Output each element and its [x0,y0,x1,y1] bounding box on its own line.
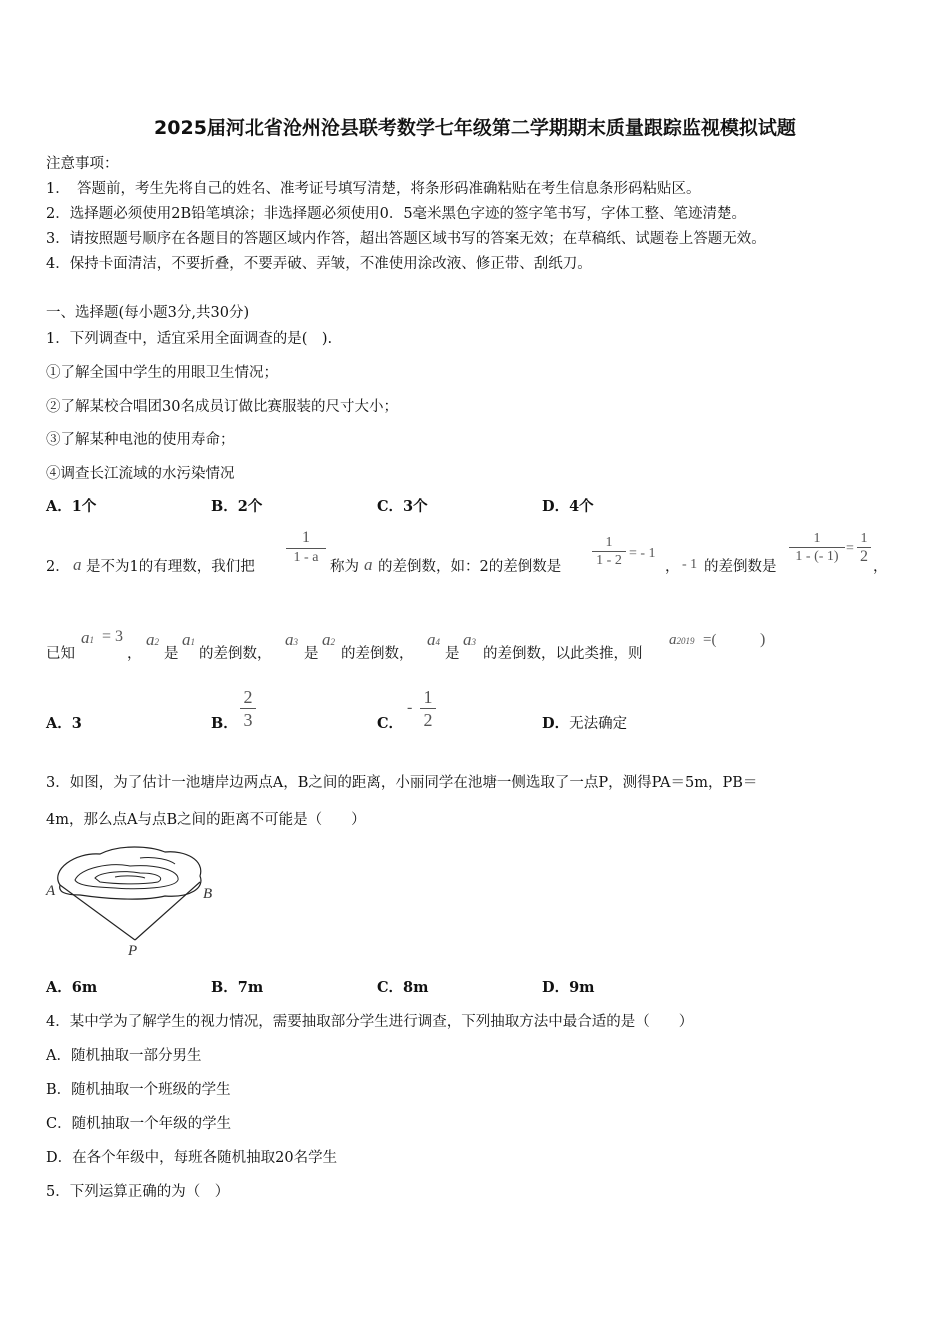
q1-option-d[interactable]: D．4个 [542,498,594,515]
q2-fraction-1-over-1-minus-neg1: 1 1 - (- 1) [789,530,845,566]
q2-fraction-1-over-1-minus-2: 1 1 - 2 [592,534,626,570]
page-title: 2025届河北省沧州沧县联考数学七年级第二学期期末质量跟踪监视模拟试题 [154,117,796,139]
q2-option-c-fraction: 1 2 [420,686,436,731]
section-heading: 一、选择题(每小题3分,共30分) [46,305,250,321]
q3-option-d[interactable]: D．9m [542,979,595,996]
q4-option-a[interactable]: A．随机抽取一部分男生 [46,1048,202,1064]
q2-text: 是不为1的有理数，我们把 [86,559,255,575]
q2-option-b[interactable]: B． [211,715,238,732]
q3-stem-line1: 3．如图，为了估计一池塘岸边两点A，B之间的距离，小丽同学在池塘一侧选取了一点P，测得PA＝5m，PB＝ [46,775,758,791]
q2-text: 的差倒数，如：2的差倒数是 [378,559,562,575]
q2-text: ， [127,646,142,662]
q3-option-b[interactable]: B．7m [211,979,264,996]
pond-outline [58,847,201,899]
q2-text: ， [873,559,888,575]
q4-option-d[interactable]: D．在各个年级中，每班各随机抽取20名学生 [46,1150,338,1166]
q2-number: 2． [46,559,70,575]
q4-option-c[interactable]: C．随机抽取一个年级的学生 [46,1116,232,1132]
q5-stem: 5．下列运算正确的为（ ） [46,1184,230,1200]
q3-option-a[interactable]: A．6m [46,979,98,996]
q2-option-c[interactable]: C． [377,715,404,732]
notice-item: 4．保持卡面清洁，不要折叠，不要弄破、弄皱，不准使用涂改液、修正带、刮纸刀。 [46,256,592,272]
q2-a2: a2 [146,630,159,649]
q2-minus-one: - 1 [682,557,698,572]
q2-text: 是 [164,646,179,662]
pond-ripple [115,876,145,878]
q1-stem: 1．下列调查中，适宜采用全面调查的是( ). [46,331,333,347]
q1-item: ④调查长江流域的水污染情况 [46,466,235,482]
pond-ripple [75,865,178,889]
q1-item: ③了解某种电池的使用寿命； [46,432,235,448]
q2-equals-minus-one: = - 1 [629,546,656,561]
q1-option-b[interactable]: B．2个 [211,498,263,515]
q2-close-paren: ) [760,631,766,648]
q2-var-a: a [364,555,373,574]
q2-equals-paren: =( [703,632,717,648]
q2-option-d[interactable]: D．无法确定 [542,715,628,732]
notice-item: 2．选择题必须使用2B铅笔填涂；非选择题必须使用0．5毫米黑色字迹的签字笔书写，字体工整、笔迹清楚。 [46,206,747,222]
q1-item: ①了解全国中学生的用眼卫生情况； [46,365,278,381]
q4-option-b[interactable]: B．随机抽取一个班级的学生 [46,1082,231,1098]
pond-ripple [140,857,175,864]
q2-a2: a2 [322,630,335,649]
segment-pb [135,882,200,940]
q2-a1-equals-3: = 3 [102,628,124,645]
q2-a3: a3 [285,630,298,649]
q3-option-c[interactable]: C．8m [377,979,429,996]
point-a-label: A [46,883,56,899]
pond-ripple [95,872,161,884]
notice-item: 1． 答题前，考生先将自己的姓名、准考证号填写清楚，将条形码准确粘贴在考生信息条形码粘贴区。 [46,181,701,197]
q2-text: 已知 [46,646,75,662]
point-b-label: B [203,886,213,902]
q2-fraction-1-over-1-minus-a: 1 1 - a [286,528,326,567]
q1-option-a[interactable]: A．1个 [46,498,97,515]
q2-equals: = [846,541,854,556]
point-p-label: P [128,943,138,959]
q2-text: 的差倒数， [341,646,414,662]
q2-text: 是 [304,646,319,662]
q2-text: 的差倒数，以此类推，则 [483,646,643,662]
q1-option-c[interactable]: C．3个 [377,498,428,515]
notice-item: 3．请按照题号顺序在各题目的答题区域内作答，超出答题区域书写的答案无效；在草稿纸、试题卷上答题无效。 [46,231,766,247]
q1-item: ②了解某校合唱团30名成员订做比赛服装的尺寸大小； [46,399,398,415]
q2-option-b-fraction: 2 3 [240,686,256,731]
q2-text: ， [665,559,680,575]
q2-a3: a3 [463,630,476,649]
q2-text: 的差倒数， [199,646,272,662]
q2-option-c-minus: - [407,699,413,716]
q2-text: 的差倒数是 [704,559,777,575]
q2-text: 称为 [330,559,359,575]
segment-pa [60,885,135,940]
notice-heading: 注意事项： [46,156,119,172]
q2-a4: a4 [427,630,440,649]
q2-var-a: a [73,555,82,574]
q2-a1: a1 [182,630,195,649]
q2-a2019: a2019 [669,632,695,648]
q4-stem: 4．某中学为了解学生的视力情况，需要抽取部分学生进行调查，下列抽取方法中最合适的是（ ） [46,1014,694,1030]
pond-diagram [40,840,230,965]
q2-text: 是 [445,646,460,662]
q2-a1: a1 [81,628,94,647]
q3-stem-line2: 4m，那么点A与点B之间的距离不可能是（ ） [46,812,366,828]
q2-option-a[interactable]: A．3 [46,715,82,732]
q2-fraction-one-half: 1 2 [857,530,871,566]
